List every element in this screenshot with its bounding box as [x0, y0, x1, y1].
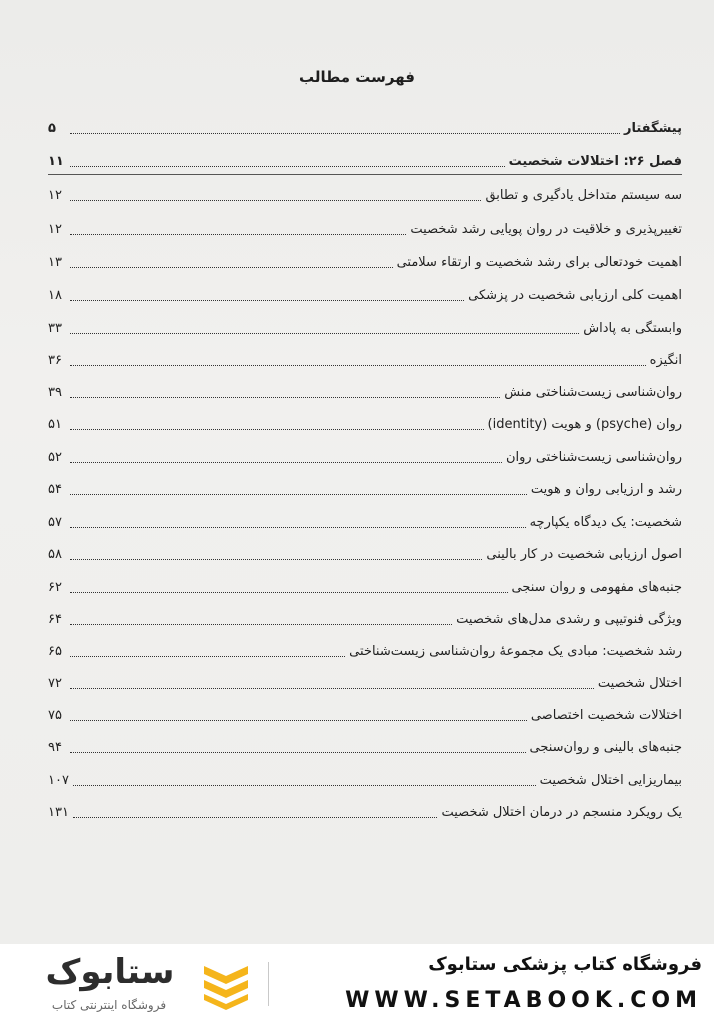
- toc-entry-page: ۳۳: [48, 321, 62, 336]
- toc-entry-page: ۱۳۱: [48, 805, 69, 820]
- toc-entry-title: رشد شخصیت: مبادی یک مجموعهٔ روان‌شناسی زیست‌شناختی: [349, 644, 682, 659]
- toc-entry-page: ۱۸: [48, 288, 62, 303]
- toc-entry-title: روان‌شناسی زیست‌شناختی روان: [505, 450, 682, 465]
- toc-entry-title: پیشگفتار: [623, 121, 682, 136]
- toc-entry-page: ۵۲: [48, 450, 62, 465]
- logo-divider: [268, 962, 269, 1006]
- dot-leader: [70, 200, 481, 201]
- toc-entry-page: ۵۸: [48, 547, 62, 562]
- toc-entry-page: ۳۹: [48, 385, 62, 400]
- toc-entry: [48, 543, 682, 565]
- toc-entry: [48, 576, 682, 598]
- toc-title: فهرست مطالب: [299, 68, 415, 86]
- toc-entry-title: جنبه‌های مفهومی و روان سنجی: [511, 580, 682, 595]
- toc-entry: [48, 218, 682, 240]
- toc-entry-page: ۷۲: [48, 676, 62, 691]
- dot-leader: [70, 333, 579, 334]
- dot-leader: [70, 494, 527, 495]
- dot-leader: [70, 429, 484, 430]
- dot-leader: [73, 817, 438, 818]
- toc-entry: [48, 184, 682, 206]
- toc-entry: [48, 349, 682, 371]
- toc-entry-page: ۶۴: [48, 612, 62, 627]
- dot-leader: [70, 365, 646, 366]
- dot-leader: [70, 397, 500, 398]
- dot-leader: [70, 267, 393, 268]
- toc-entry-page: ۶۲: [48, 580, 62, 595]
- toc-entry-page: ۵۱: [48, 417, 62, 432]
- store-banner: [0, 944, 714, 1024]
- toc-entry: [48, 736, 682, 758]
- toc-entry-page: ۱۰۷: [48, 773, 69, 788]
- toc-entry-title: روان (psyche) و هویت (identity): [487, 417, 682, 432]
- dot-leader: [70, 300, 464, 301]
- toc-entry: [48, 317, 682, 339]
- dot-leader: [70, 166, 505, 167]
- toc-entry-page: ۷۵: [48, 708, 62, 723]
- dot-leader: [70, 688, 594, 689]
- dot-leader: [70, 462, 502, 463]
- store-name: فروشگاه کتاب پزشکی ستابوک: [428, 954, 702, 975]
- dot-leader: [70, 527, 526, 528]
- toc-entry-page: ۶۵: [48, 644, 62, 659]
- toc-entry: [48, 704, 682, 726]
- toc-entry-page: ۱۱: [48, 154, 64, 169]
- store-url[interactable]: WWW.SETABOOK.COM: [345, 988, 702, 1013]
- toc-entry-page: ۵: [48, 121, 56, 136]
- toc-entry: [48, 413, 682, 435]
- dot-leader: [70, 559, 482, 560]
- toc-entry: [48, 511, 682, 533]
- dot-leader: [70, 656, 345, 657]
- chapter-rule: [48, 174, 682, 175]
- toc-entry: [48, 801, 682, 823]
- toc-entry: [48, 251, 682, 273]
- toc-entry: [48, 446, 682, 468]
- toc-entry-title: سه سیستم متداخل یادگیری و تطابق: [485, 188, 682, 203]
- table-of-contents: [48, 0, 682, 944]
- logo-tagline: فروشگاه اینترنتی کتاب: [51, 998, 167, 1012]
- toc-entry: [48, 150, 682, 172]
- logo-text: ستابوک: [45, 952, 175, 992]
- toc-entry-title: یک رویکرد منسجم در درمان اختلال شخصیت: [441, 805, 682, 820]
- dot-leader: [70, 133, 620, 134]
- toc-entry-title: اهمیت کلی ارزیابی شخصیت در پزشکی: [468, 288, 682, 303]
- toc-entry-title: روان‌شناسی زیست‌شناختی منش: [504, 385, 682, 400]
- stacked-books-icon: [200, 960, 252, 1010]
- store-logo[interactable]: [30, 950, 200, 1022]
- toc-entry-title: وابستگی به پاداش: [583, 321, 682, 336]
- toc-entry-title: اهمیت خودتعالی برای رشد شخصیت و ارتقاء سلامتی: [396, 255, 682, 270]
- toc-entry-title: ویژگی فنوتیپی و رشدی مدل‌های شخصیت: [456, 612, 682, 627]
- toc-entry-title: جنبه‌های بالینی و روان‌سنجی: [529, 740, 682, 755]
- toc-entry-page: ۱۳: [48, 255, 62, 270]
- dot-leader: [70, 720, 527, 721]
- toc-entry: [48, 640, 682, 662]
- toc-entry-title: اختلالات شخصیت اختصاصی: [530, 708, 682, 723]
- toc-entry: [48, 769, 682, 791]
- toc-entry-title: انگیزه: [649, 353, 682, 368]
- toc-entry-title: اصول ارزیابی شخصیت در کار بالینی: [486, 547, 682, 562]
- toc-entry: [48, 672, 682, 694]
- toc-entry-title: اختلال شخصیت: [597, 676, 682, 691]
- toc-entry-page: ۹۴: [48, 740, 62, 755]
- dot-leader: [73, 785, 536, 786]
- toc-entry: [48, 117, 682, 139]
- toc-entry-page: ۵۷: [48, 515, 62, 530]
- toc-entry-title: فصل ۲۶: اختلالات شخصیت: [508, 154, 682, 169]
- dot-leader: [70, 592, 508, 593]
- toc-entry-title: بیماریزایی اختلال شخصیت: [539, 773, 682, 788]
- toc-entry-title: شخصیت: یک دیدگاه یکپارچه: [529, 515, 682, 530]
- toc-entry: [48, 608, 682, 630]
- toc-entry: [48, 478, 682, 500]
- dot-leader: [70, 234, 406, 235]
- toc-entry-title: رشد و ارزیابی روان و هویت: [530, 482, 682, 497]
- toc-entry-page: ۳۶: [48, 353, 62, 368]
- toc-entry-title: تغییرپذیری و خلاقیت در روان پویایی رشد شخصیت: [410, 222, 682, 237]
- dot-leader: [70, 752, 526, 753]
- toc-entry: [48, 381, 682, 403]
- toc-entry: [48, 284, 682, 306]
- toc-entry-page: ۵۴: [48, 482, 62, 497]
- toc-entry-page: ۱۲: [48, 222, 62, 237]
- toc-entry-page: ۱۲: [48, 188, 62, 203]
- dot-leader: [70, 624, 452, 625]
